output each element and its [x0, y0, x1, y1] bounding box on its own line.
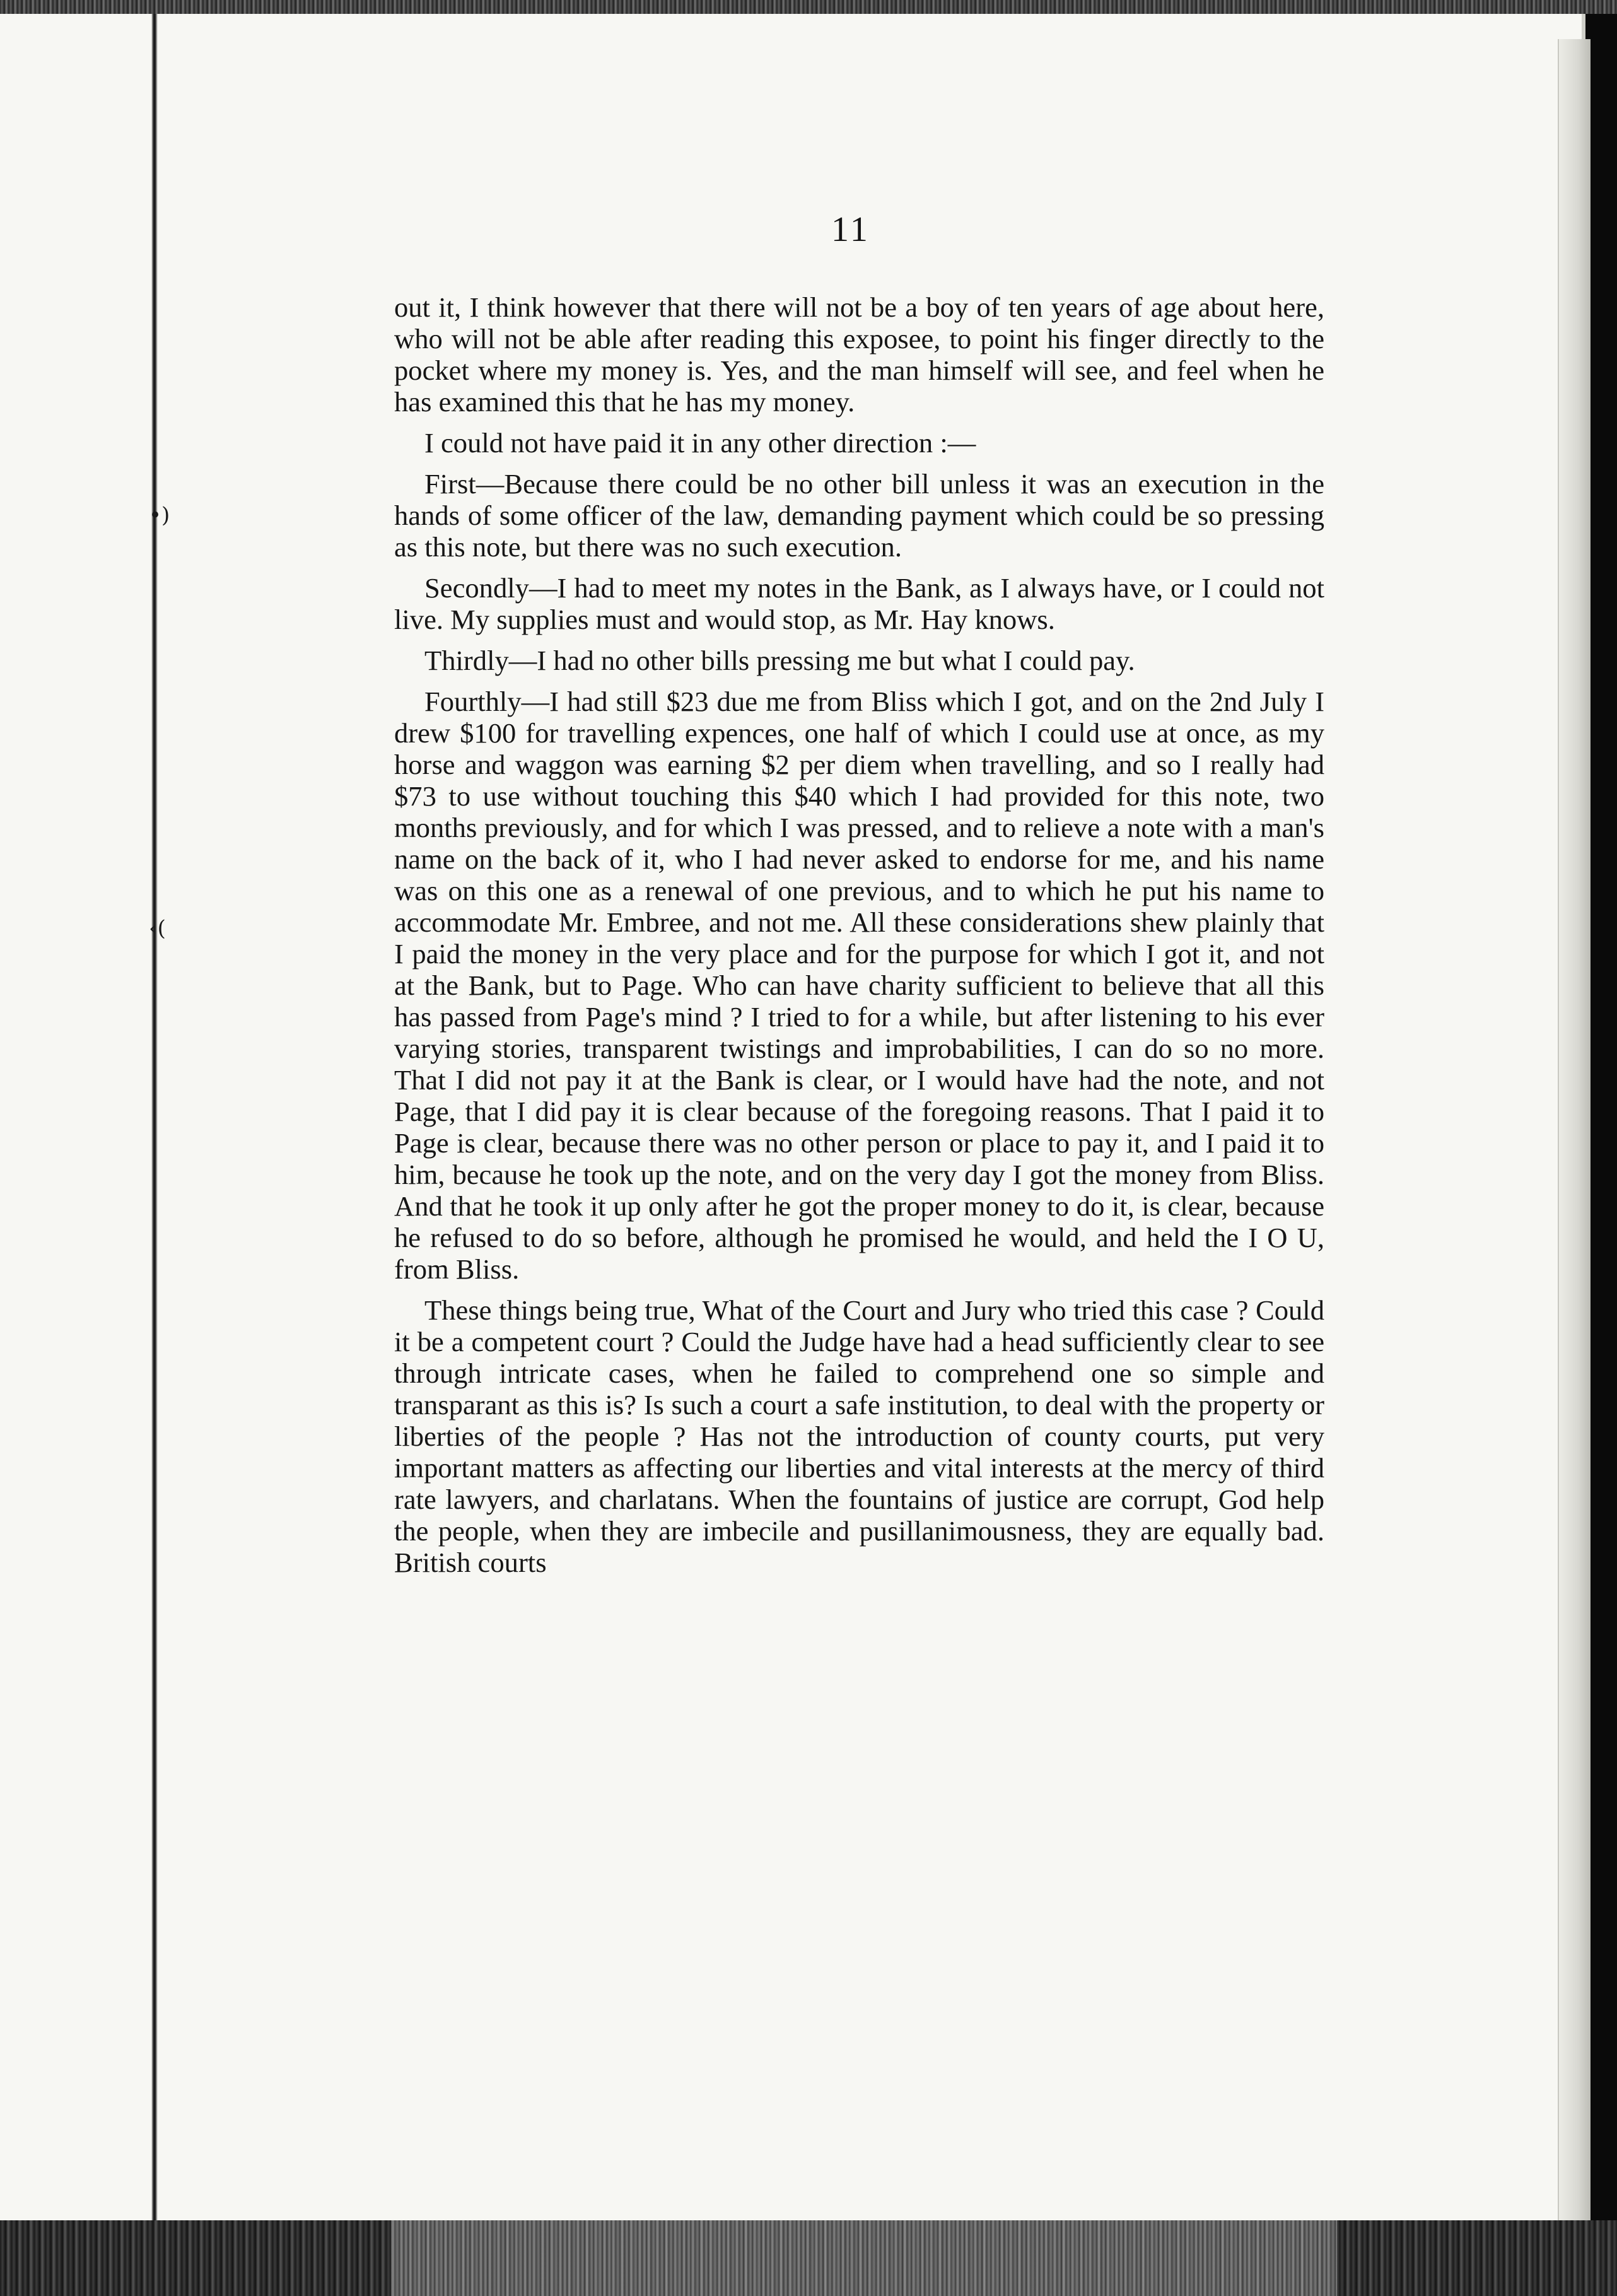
scan-top-edge: [0, 0, 1617, 14]
body-text: [394, 291, 1324, 1588]
margin-mark: ‹(: [149, 916, 166, 941]
paragraph: Secondly—I had to meet my notes in the Bank, as I always have, or I could not live. My supplies must and would stop, as Mr. Hay knows.: [394, 572, 1324, 635]
paragraph: I could not have paid it in any other direction :—: [424, 427, 976, 459]
paragraph: Thirdly—I had no other bills pressing me but what I could pay.: [424, 645, 1135, 676]
scan-bottom-edge: [0, 2220, 1617, 2296]
paragraph: First—Because there could be no other bill unless it was an execution in the hands of some officer of the law, demanding payment which could be so pressing as this note, but there was no such execution.: [394, 468, 1324, 563]
binding-gutter: [151, 14, 158, 2220]
paragraph: These things being true, What of the Court and Jury who tried this case ? Could it be a competent court ? Could the Judge have had a head sufficiently clear to see through intricate cases, when he failed to comprehend one so simple and transparant as this is? Is such a court a safe institution, to deal with the property or liberties of the people ? Has not the introduction of county courts, put very important matters as affecting our liberties and vital interests at the mercy of third rate lawyers, and charlatans. When the fountains of justice are corrupt, God help the people, when they are imbecile and pusillanimousness, they are equally bad. British courts: [394, 1294, 1324, 1578]
paragraph: Fourthly—I had still $23 due me from Bliss which I got, and on the 2nd July I drew $100 for travelling expences, one half of which I could use at once, as my horse and waggon was earning $2 per diem when travelling, and so I really had $73 to use without touching this $40 which I had provided for this note, two months previously, and for which I was pressed, and to relieve a note with a man's name on the back of it, who I had never asked to endorse for me, and his name was on this one as a renewal of one previous, and to which he put his name to accommodate Mr. Embree, and not me. All these considerations shew plainly that I paid the money in the very place and for the purpose for which I got it, and not at the Bank, but to Page. Who can have charity sufficient to believe that all this has passed from Page's mind ? I tried to for a while, but after listening to his ever varying stories, transparent twistings and improbabilities, I can do so no more. That I did not pay it at the Bank is clear, or I would have had the note, and not Page, that I did pay it is clear because of the foregoing reasons. That I paid it to Page is clear, because there was no other person or place to pay it, and I paid it to him, because he took up the note, and on the very day I got the money from Bliss. And that he took it up only after he got the proper money to do it, is clear, because he refused to do so before, although he promised he would, and held the I O U, from Bliss.: [394, 686, 1324, 1285]
margin-mark: •): [149, 503, 170, 528]
paragraph: out it, I think however that there will not be a boy of ten years of age about here, who will not be able after reading this exposee, to point his finger directly to the pocket where my money is. Yes, and the man himself will see, and feel when he has examined this that he has my money.: [394, 291, 1324, 418]
page-edge-shadow: [1558, 39, 1591, 2222]
book-page: [0, 14, 1585, 2220]
page-number: 11: [831, 210, 870, 249]
